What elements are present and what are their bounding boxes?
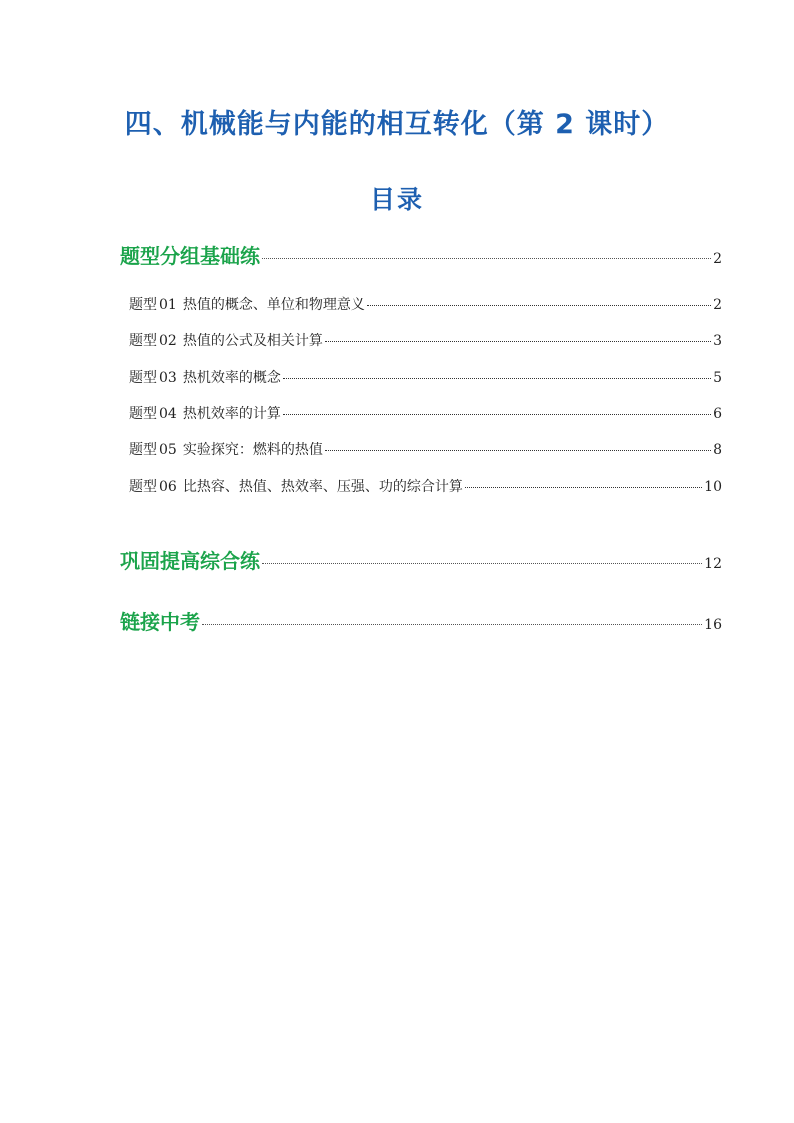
toc-page-number: 3 bbox=[713, 333, 722, 349]
dot-leader bbox=[465, 487, 702, 488]
toc-item-label: 题型 02 热值的公式及相关计算 bbox=[129, 333, 323, 349]
toc-item-type-03[interactable] bbox=[129, 367, 722, 387]
dot-leader bbox=[283, 414, 711, 415]
toc-item-label: 题型 01 热值的概念、单位和物理意义 bbox=[129, 297, 365, 313]
toc-page-number: 2 bbox=[713, 297, 722, 313]
toc-section-label: 链接中考 bbox=[120, 610, 200, 634]
toc-item-type-06[interactable] bbox=[129, 476, 722, 496]
toc-page-number: 2 bbox=[713, 251, 722, 267]
toc-section-exam-link[interactable] bbox=[120, 606, 722, 635]
dot-leader bbox=[262, 563, 702, 564]
toc-item-type-01[interactable] bbox=[129, 294, 722, 314]
dot-leader bbox=[283, 378, 711, 379]
toc-item-label: 题型 06 比热容、热值、热效率、压强、功的综合计算 bbox=[129, 479, 463, 495]
dot-leader bbox=[262, 258, 711, 259]
page-title: 四、机械能与内能的相互转化（第 2 课时） bbox=[124, 109, 670, 140]
toc-item-label: 题型 05 实验探究：燃料的热值 bbox=[129, 442, 323, 458]
toc-item-label: 题型 03 热机效率的概念 bbox=[129, 370, 281, 386]
toc-section-consolidation-practice[interactable] bbox=[120, 545, 722, 574]
toc-item-type-05[interactable] bbox=[129, 439, 722, 459]
toc-page-number: 5 bbox=[713, 370, 722, 386]
toc-item-label: 题型 04 热机效率的计算 bbox=[129, 406, 281, 422]
toc-section-label: 题型分组基础练 bbox=[120, 244, 260, 268]
toc-section-basic-practice[interactable] bbox=[120, 240, 722, 269]
toc-page-number: 16 bbox=[704, 617, 722, 633]
toc-section-label: 巩固提高综合练 bbox=[120, 549, 260, 573]
dot-leader bbox=[367, 305, 711, 306]
toc-page-number: 8 bbox=[713, 442, 722, 458]
toc-item-type-02[interactable] bbox=[129, 330, 722, 350]
toc-item-type-04[interactable] bbox=[129, 403, 722, 423]
toc-page-number: 10 bbox=[704, 479, 722, 495]
toc-page-number: 6 bbox=[713, 406, 722, 422]
toc-page-number: 12 bbox=[704, 556, 722, 572]
toc-heading: 目录 bbox=[369, 185, 424, 214]
dot-leader bbox=[325, 450, 711, 451]
dot-leader bbox=[202, 624, 702, 625]
dot-leader bbox=[325, 341, 711, 342]
